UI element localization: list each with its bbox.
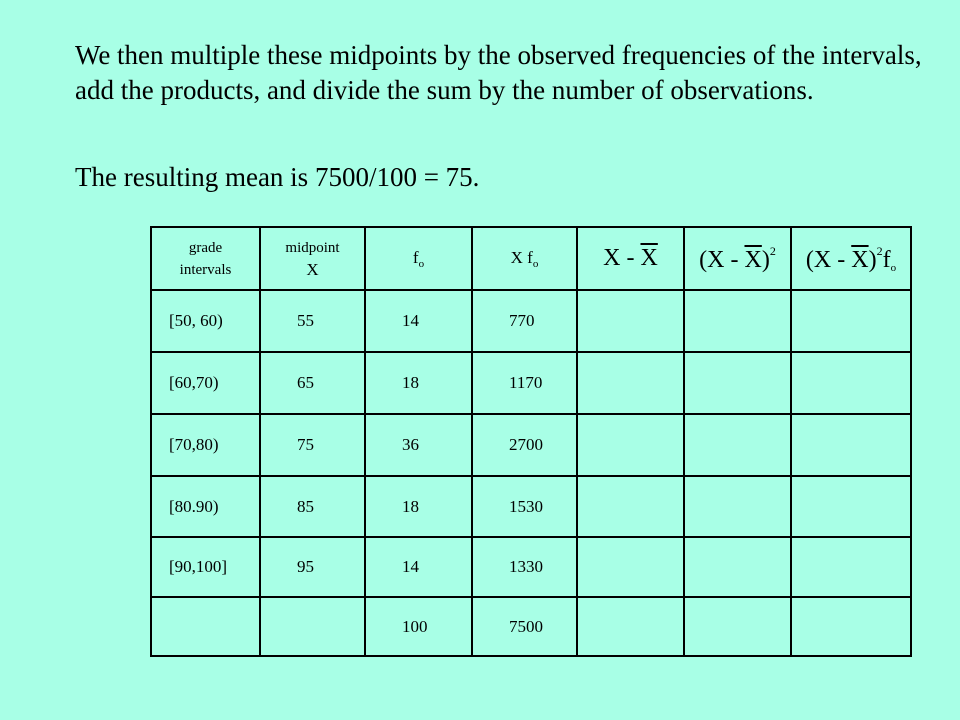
cell-text: 1170	[509, 373, 543, 392]
header-line	[180, 259, 232, 281]
cell-empty	[152, 598, 261, 655]
cell-empty	[685, 415, 792, 477]
cell-midpoint	[261, 477, 366, 538]
cell-empty	[578, 353, 685, 415]
cell-text: 770	[509, 311, 535, 330]
header-text: grade	[188, 239, 223, 256]
cell-text: 7500	[509, 616, 543, 636]
cell-empty	[685, 353, 792, 415]
cell-interval	[152, 477, 261, 538]
cell-interval	[152, 415, 261, 477]
math-text: )	[868, 246, 877, 273]
header-grade-intervals	[152, 228, 261, 291]
header-midpoint	[261, 228, 366, 291]
cell-text: 14	[402, 557, 419, 576]
header-line	[306, 259, 318, 281]
cell-midpoint	[261, 353, 366, 415]
cell-fo	[366, 477, 473, 538]
header-text: f	[412, 248, 419, 267]
cell-interval	[152, 538, 261, 598]
math-text: X -	[603, 245, 641, 271]
cell-empty	[578, 477, 685, 538]
header-weighted-squared-deviation	[792, 228, 910, 291]
cell-text: [80.90)	[169, 496, 219, 516]
cell-text: 85	[297, 496, 314, 516]
cell-empty	[792, 415, 910, 477]
cell-empty	[578, 538, 685, 598]
header-text: midpoint	[285, 239, 340, 256]
frequency-table	[150, 226, 912, 657]
mean-result-text: The resulting mean is 7500/100 = 75.	[75, 162, 480, 192]
header-squared-deviation	[685, 228, 792, 291]
header-text: intervals	[179, 261, 232, 278]
math-text: (X -	[699, 246, 745, 273]
header-line	[189, 237, 222, 259]
header-line	[511, 247, 539, 270]
cell-text: 2700	[509, 435, 543, 454]
cell-empty	[685, 477, 792, 538]
cell-empty	[685, 291, 792, 353]
header-text: X f	[510, 248, 533, 267]
cell-empty	[578, 598, 685, 655]
cell-fo	[366, 538, 473, 598]
superscript: 2	[876, 243, 883, 258]
math-text: )	[761, 246, 770, 273]
math-text: (X -	[805, 246, 852, 273]
math-text: f	[882, 246, 891, 273]
subscript: o	[890, 261, 897, 274]
cell-text: 100	[402, 616, 428, 636]
header-line	[285, 237, 339, 259]
cell-empty	[792, 477, 910, 538]
cell-text: [70,80)	[169, 435, 219, 454]
cell-xfo	[473, 538, 578, 598]
math-expression	[806, 244, 896, 274]
cell-xfo	[473, 291, 578, 353]
cell-xfo	[473, 477, 578, 538]
cell-text: [60,70)	[169, 373, 219, 392]
header-x-fo	[473, 228, 578, 291]
mean-symbol: $\overline{X}$	[744, 246, 762, 273]
cell-fo	[366, 291, 473, 353]
header-line	[413, 247, 424, 270]
mean-symbol: $\overline{X}$	[640, 245, 658, 271]
math-expression	[603, 245, 658, 272]
header-text: X	[306, 259, 319, 279]
cell-interval	[152, 353, 261, 415]
cell-fo	[366, 415, 473, 477]
cell-text: 55	[297, 311, 314, 330]
cell-text: 1530	[509, 496, 543, 516]
cell-xfo	[473, 415, 578, 477]
cell-xfo	[473, 353, 578, 415]
cell-text: 65	[297, 373, 314, 392]
explanation-paragraph: We then multiple these midpoints by the observed frequencies of the intervals, add the products, and divide the sum by the number of observations.	[75, 40, 922, 105]
cell-empty	[578, 291, 685, 353]
header-deviation	[578, 228, 685, 291]
cell-empty	[261, 598, 366, 655]
cell-text: 95	[297, 557, 314, 576]
cell-midpoint	[261, 291, 366, 353]
header-fo	[366, 228, 473, 291]
cell-text: [50, 60)	[169, 311, 223, 330]
cell-text: [90,100]	[169, 557, 228, 576]
subscript: o	[418, 258, 425, 270]
cell-empty	[792, 353, 910, 415]
cell-midpoint	[261, 538, 366, 598]
total-fo	[366, 598, 473, 655]
cell-empty	[685, 538, 792, 598]
cell-text: 75	[297, 435, 314, 454]
cell-text: 36	[402, 435, 419, 454]
cell-text: 18	[402, 373, 419, 392]
subscript: o	[532, 258, 539, 270]
cell-text: 1330	[509, 557, 543, 576]
mean-symbol: $\overline{X}$	[851, 246, 869, 273]
cell-fo	[366, 353, 473, 415]
superscript: 2	[769, 243, 776, 258]
math-expression	[699, 244, 776, 274]
cell-empty	[578, 415, 685, 477]
cell-midpoint	[261, 415, 366, 477]
total-xfo	[473, 598, 578, 655]
cell-empty	[792, 291, 910, 353]
cell-text: 18	[402, 496, 419, 516]
cell-empty	[685, 598, 792, 655]
cell-interval	[152, 291, 261, 353]
cell-empty	[792, 598, 910, 655]
cell-text: 14	[402, 311, 419, 330]
cell-empty	[792, 538, 910, 598]
